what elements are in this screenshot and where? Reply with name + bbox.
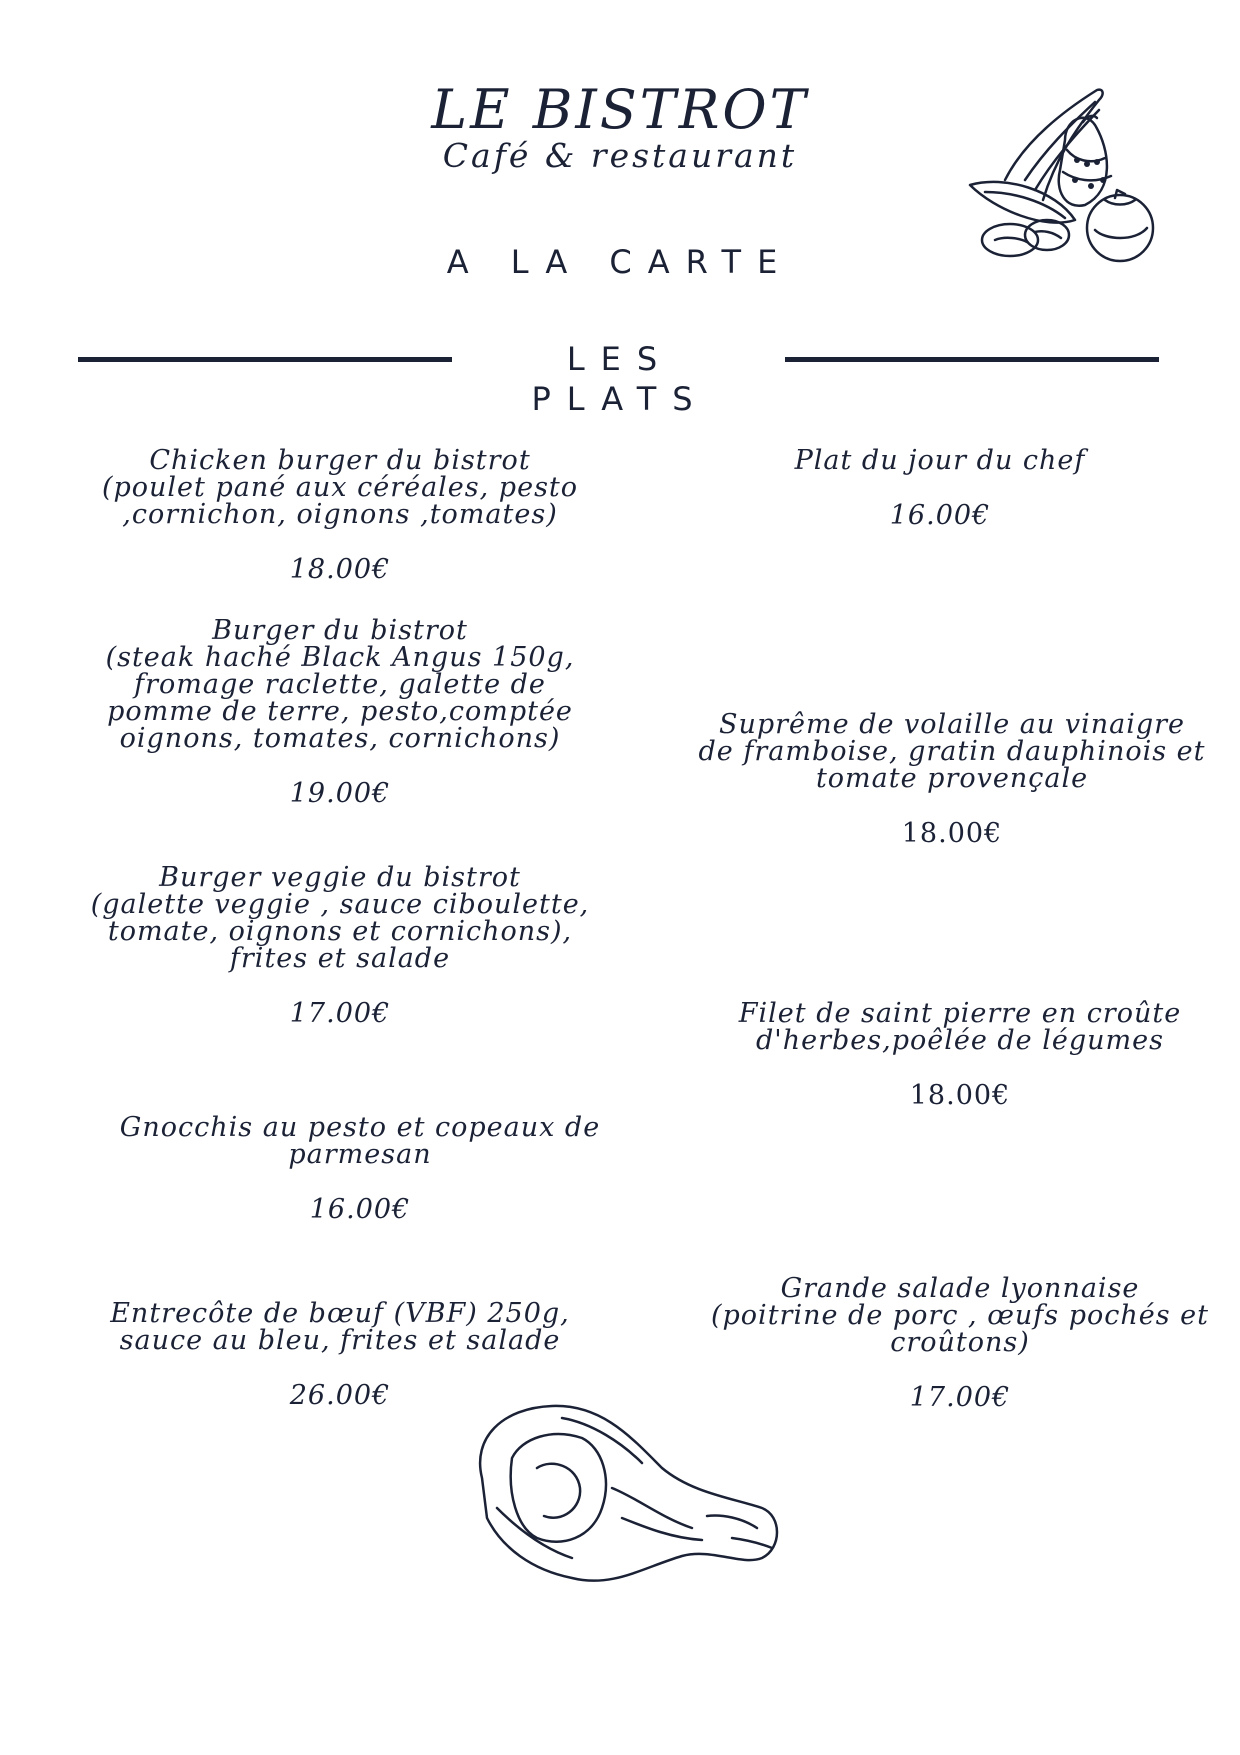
dish-name: Suprême de volaille au vinaigre de framboise, gratin dauphinois et tomate provençale: [698, 709, 1206, 794]
vegetables-illustration: [965, 80, 1170, 270]
dish-name: Filet de saint pierre en croûte d'herbes,poêlée de légumes: [738, 998, 1182, 1056]
menu-type: A LA CARTE: [446, 243, 794, 281]
dish-entrecote: [60, 1300, 620, 1412]
dish-name: Grande salade lyonnaise (poitrine de porc , œufs pochés et croûtons): [710, 1273, 1210, 1358]
dish-plat-du-jour: [660, 447, 1220, 532]
meat-cut-illustration: [462, 1398, 792, 1598]
dish-price: 19.00€: [289, 778, 391, 809]
section-divider-left: [78, 357, 452, 362]
dish-price: 18.00€: [289, 554, 391, 585]
restaurant-name: LE BISTROT: [431, 78, 809, 141]
dish-price: 18.00€: [901, 818, 1003, 849]
section-title: LES PLATS: [531, 340, 709, 418]
dish-name: Burger veggie du bistrot (galette veggie , sauce ciboulette, tomate, oignons et cornichons), frites et salade: [90, 862, 590, 974]
dish-price: 17.00€: [289, 998, 391, 1029]
dish-price: 16.00€: [889, 500, 991, 531]
dish-burger-veggie: [60, 864, 620, 1030]
dish-name: Gnocchis au pesto et copeaux de parmesan: [119, 1112, 601, 1170]
dish-saint-pierre: [680, 1000, 1240, 1112]
dish-salade-lyonnaise: [680, 1275, 1240, 1414]
dish-chicken-burger: [60, 447, 620, 586]
restaurant-subtitle: Café & restaurant: [442, 136, 798, 175]
dish-price: 17.00€: [909, 1382, 1011, 1413]
dish-gnocchis: [80, 1114, 640, 1226]
dish-name: Entrecôte de bœuf (VBF) 250g, sauce au bleu, frites et salade: [110, 1298, 570, 1356]
dish-price: 18.00€: [909, 1080, 1011, 1111]
dish-supreme-volaille: [672, 711, 1232, 850]
dish-burger-bistrot: [60, 617, 620, 810]
dish-name: Plat du jour du chef: [794, 445, 1086, 476]
dish-name: Burger du bistrot (steak haché Black Angus 150g, fromage raclette, galette de pomme de terre, pesto,comptée oignons, tomates, cornichons): [105, 615, 575, 754]
dish-price: 26.00€: [289, 1380, 391, 1411]
dish-price: 16.00€: [309, 1194, 411, 1225]
section-divider-right: [785, 357, 1159, 362]
dish-name: Chicken burger du bistrot (poulet pané aux céréales, pesto ,cornichon, oignons ,tomates): [101, 445, 579, 530]
